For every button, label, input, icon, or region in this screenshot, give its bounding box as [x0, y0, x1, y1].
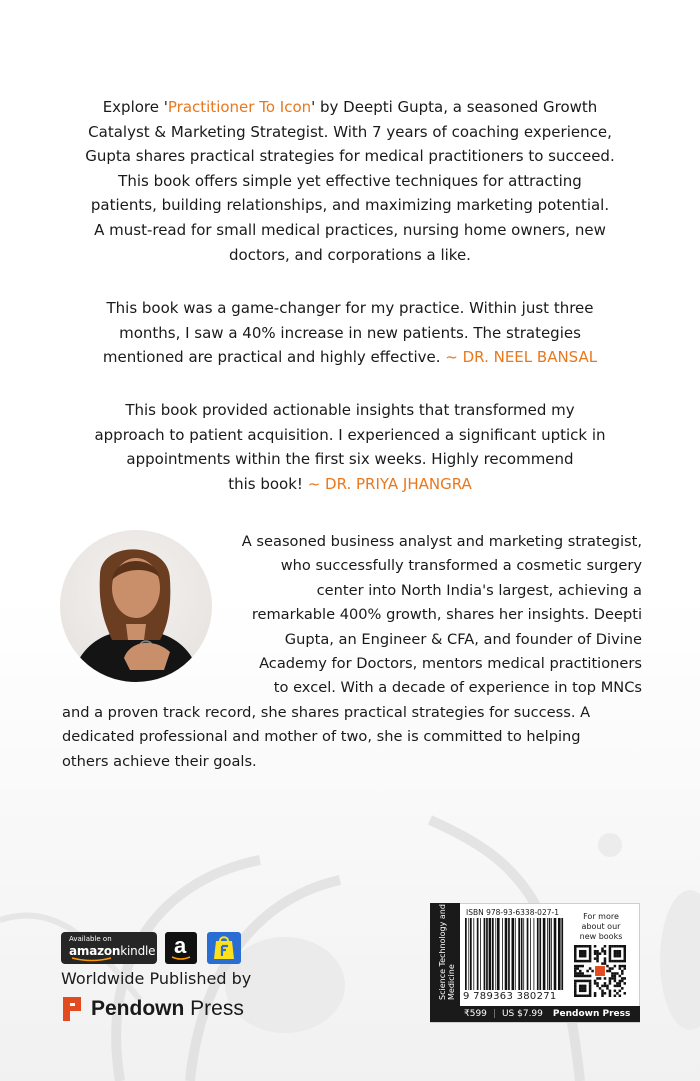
- qr-module: [594, 980, 597, 983]
- bio-line: dedicated professional and mother of two, she is committed to helping: [62, 728, 581, 746]
- qr-module: [606, 985, 609, 988]
- review-line: this book!: [228, 474, 303, 493]
- qr-module: [579, 950, 582, 953]
- qr-module: [604, 960, 607, 963]
- qr-module: [596, 982, 599, 985]
- qr-module: [589, 990, 592, 993]
- qr-module: [599, 952, 602, 955]
- qr-module: [586, 970, 589, 973]
- qr-module: [624, 945, 626, 948]
- isbn-barcode: [465, 918, 565, 990]
- qr-module: [576, 975, 579, 978]
- qr-module: [589, 995, 592, 997]
- qr-module: [581, 965, 584, 968]
- qr-module: [596, 960, 599, 963]
- qr-module: [609, 957, 612, 960]
- barcode-bar: [558, 918, 561, 990]
- qr-module: [579, 960, 582, 963]
- qr-module: [581, 955, 584, 958]
- qr-module: [581, 960, 584, 963]
- qr-module: [614, 985, 617, 988]
- review-line: appointments within the first six weeks. Highly recommend: [126, 450, 574, 469]
- qr-module: [594, 992, 597, 995]
- imprint-name: Pendown Press: [552, 1009, 631, 1019]
- review-line: This book was a game-changer for my practice. Within just three: [106, 299, 594, 317]
- qr-module: [579, 995, 582, 997]
- qr-module: [574, 952, 577, 955]
- qr-module: [584, 950, 587, 953]
- qr-module: [579, 955, 582, 958]
- qr-module: [619, 945, 622, 948]
- barcode-bar: [515, 918, 516, 990]
- description-line: This book offers simple yet effective techniques for attracting: [118, 171, 582, 190]
- qr-module: [616, 952, 619, 955]
- qr-module: [594, 945, 597, 948]
- qr-module: [611, 972, 614, 975]
- badge-brand: amazonkindle: [69, 944, 156, 958]
- qr-module: [589, 952, 592, 955]
- qr-module: [609, 980, 612, 983]
- bio-line: Gupta, an Engineer & CFA, and founder of Divine: [284, 630, 642, 648]
- barcode-bar: [473, 918, 474, 990]
- qr-module: [574, 987, 577, 990]
- barcode-bar: [470, 918, 472, 990]
- qr-module: [581, 952, 584, 955]
- qr-module: [574, 995, 577, 997]
- qr-module: [621, 987, 624, 990]
- qr-module: [619, 980, 622, 983]
- qr-module: [616, 992, 619, 995]
- barcode-bar: [502, 918, 503, 990]
- qr-module: [581, 980, 584, 983]
- qr-module: [614, 975, 617, 978]
- qr-module: [581, 987, 584, 990]
- barcode-bar: [477, 918, 479, 990]
- qr-module: [601, 950, 604, 953]
- description-line: Gupta shares practical strategies for medical practitioners to succeed.: [85, 147, 615, 166]
- bio-line: to excel. With a decade of experience in top MNCs: [273, 679, 642, 697]
- qr-module: [584, 990, 587, 993]
- qr-code[interactable]: [574, 945, 626, 997]
- qr-module: [574, 970, 577, 973]
- bio-line: center into North India's largest, achieving a: [316, 581, 642, 599]
- qr-module: [574, 967, 577, 970]
- qr-module: [581, 985, 584, 988]
- qr-module: [574, 992, 577, 995]
- qr-module: [589, 950, 592, 953]
- qr-module: [579, 952, 582, 955]
- qr-module: [574, 960, 577, 963]
- bio-line: Academy for Doctors, mentors medical practitioners: [259, 655, 642, 673]
- qr-module: [624, 957, 626, 960]
- qr-module: [604, 982, 607, 985]
- qr-module: [589, 947, 592, 950]
- qr-module: [594, 957, 597, 960]
- qr-module: [614, 955, 617, 958]
- qr-module: [579, 970, 582, 973]
- qr-module: [624, 960, 626, 963]
- qr-module: [619, 952, 622, 955]
- qr-module: [621, 945, 624, 948]
- barcode-bar: [554, 918, 557, 990]
- qr-module: [609, 992, 612, 995]
- description-line: doctors, and corporations a like.: [229, 245, 471, 264]
- qr-module: [581, 945, 584, 948]
- review-line: This book provided actionable insights that transformed my: [125, 401, 575, 419]
- qr-module: [609, 982, 612, 985]
- bio-line: A seasoned business analyst and marketing strategist,: [241, 533, 642, 550]
- qr-module: [616, 950, 619, 953]
- description-line: Catalyst & Marketing Strategist. With 7 years of coaching experience,: [88, 122, 612, 141]
- qr-module: [619, 950, 622, 953]
- author-photo: [60, 530, 212, 682]
- badge-caption: Available on: [69, 935, 112, 943]
- qr-module: [614, 965, 617, 968]
- qr-module: [594, 950, 597, 953]
- qr-module: [591, 970, 594, 973]
- description-line: A must-read for small medical practices, nursing home owners, new: [94, 220, 606, 239]
- qr-module: [589, 987, 592, 990]
- qr-module: [604, 950, 607, 953]
- qr-module: [614, 977, 617, 980]
- qr-module: [576, 995, 579, 997]
- qr-module: [604, 945, 607, 948]
- qr-module: [624, 952, 626, 955]
- qr-module: [586, 980, 589, 983]
- qr-module: [574, 990, 577, 993]
- qr-module: [624, 965, 626, 968]
- qr-module: [609, 950, 612, 953]
- qr-module: [621, 960, 624, 963]
- review-attribution: ~ DR. NEEL BANSAL: [445, 348, 598, 367]
- qr-module: [619, 985, 622, 988]
- qr-module: [601, 995, 604, 997]
- price-divider: |: [492, 1009, 496, 1019]
- qr-module: [579, 975, 582, 978]
- bio-line: remarkable 400% growth, shares her insights. Deepti: [251, 606, 642, 624]
- qr-module: [611, 945, 614, 948]
- qr-module: [616, 982, 619, 985]
- amazon-kindle-badge[interactable]: [61, 932, 157, 964]
- qr-module: [586, 960, 589, 963]
- barcode-bar: [534, 918, 535, 990]
- qr-module: [601, 992, 604, 995]
- price-strip: [430, 1006, 640, 1022]
- qr-module: [579, 972, 582, 975]
- barcode-digits: 9 789363 380271: [463, 991, 557, 1002]
- qr-module: [619, 960, 622, 963]
- qr-module: [614, 952, 617, 955]
- qr-module: [574, 947, 577, 950]
- bio-line: and a proven track record, she shares practical strategies for success. A: [62, 704, 591, 721]
- qr-module: [604, 952, 607, 955]
- barcode-bar: [465, 918, 467, 990]
- qr-module: [596, 977, 599, 980]
- barcode-bar: [527, 918, 529, 990]
- qr-module: [596, 957, 599, 960]
- flipkart-icon[interactable]: [207, 932, 241, 964]
- barcode-bar: [518, 918, 520, 990]
- qr-module: [584, 960, 587, 963]
- barcode-bar: [537, 918, 539, 990]
- qr-module: [584, 952, 587, 955]
- qr-module: [609, 970, 612, 973]
- qr-module: [609, 947, 612, 950]
- barcode-bar: [505, 918, 508, 990]
- review-attribution: ~ DR. PRIYA JHANGRA: [307, 474, 472, 493]
- qr-module: [584, 985, 587, 988]
- qr-module: [584, 975, 587, 978]
- qr-module: [616, 985, 619, 988]
- qr-module: [609, 955, 612, 958]
- qr-module: [619, 955, 622, 958]
- barcode-bar: [547, 918, 548, 990]
- qr-module: [624, 992, 626, 995]
- qr-module: [604, 977, 607, 980]
- review-line: approach to patient acquisition. I experienced a significant uptick in: [94, 425, 606, 444]
- qr-module: [576, 960, 579, 963]
- qr-module: [611, 975, 614, 978]
- worldwide-published-by: Worldwide Published by: [61, 969, 252, 988]
- qr-module: [606, 970, 609, 973]
- qr-module: [584, 955, 587, 958]
- description-line-1: Explore 'Practitioner To Icon' by Deepti Gupta, a seasoned Growth: [102, 98, 598, 116]
- genre-label: Science Technology and Medicine: [438, 904, 456, 1000]
- barcode-bar: [480, 918, 481, 990]
- qr-module: [581, 995, 584, 997]
- qr-module: [579, 985, 582, 988]
- flipkart-bag-icon: [207, 932, 241, 964]
- qr-module: [596, 952, 599, 955]
- review-priya-jhangra: [40, 398, 660, 496]
- qr-module: [594, 982, 597, 985]
- barcode-bar: [539, 918, 541, 990]
- qr-module: [601, 990, 604, 993]
- qr-module: [609, 977, 612, 980]
- qr-module: [589, 975, 592, 978]
- qr-module: [614, 972, 617, 975]
- barcode-bar: [492, 918, 494, 990]
- qr-module: [574, 945, 577, 948]
- qr-module: [611, 960, 614, 963]
- barcode-bar: [468, 918, 469, 990]
- qr-module: [614, 960, 617, 963]
- qr-module: [589, 957, 592, 960]
- qr-module: [574, 972, 577, 975]
- barcode-bar: [523, 918, 524, 990]
- qr-module: [589, 960, 592, 963]
- qr-module: [574, 975, 577, 978]
- qr-module: [574, 965, 577, 968]
- isbn-text: ISBN 978-93-6338-027-1: [466, 908, 559, 917]
- qr-module: [579, 987, 582, 990]
- qr-module: [576, 972, 579, 975]
- barcode-bar: [484, 918, 486, 990]
- qr-module: [609, 995, 612, 997]
- qr-module: [594, 952, 597, 955]
- qr-module: [619, 965, 622, 968]
- qr-module: [596, 955, 599, 958]
- amazon-smile-icon: [171, 956, 191, 961]
- qr-module: [614, 980, 617, 983]
- qr-module: [601, 985, 604, 988]
- author-portrait-illustration: [60, 530, 212, 682]
- qr-module: [611, 967, 614, 970]
- amazon-icon[interactable]: a: [165, 932, 197, 964]
- qr-module: [584, 945, 587, 948]
- qr-module: [614, 995, 617, 997]
- qr-module: [579, 990, 582, 993]
- qr-module: [619, 990, 622, 993]
- qr-module: [581, 972, 584, 975]
- qr-module: [619, 995, 622, 997]
- qr-module: [621, 972, 624, 975]
- qr-module: [581, 990, 584, 993]
- qr-module: [574, 982, 577, 985]
- barcode-bar: [508, 918, 510, 990]
- qr-module: [581, 950, 584, 953]
- qr-module: [584, 995, 587, 997]
- qr-module: [589, 980, 592, 983]
- qr-module: [589, 945, 592, 948]
- qr-module: [616, 955, 619, 958]
- barcode-bar: [543, 918, 546, 990]
- qr-module: [619, 967, 622, 970]
- qr-module: [586, 945, 589, 948]
- qr-module: [611, 977, 614, 980]
- qr-module: [606, 965, 609, 968]
- barcode-bar: [551, 918, 552, 990]
- qr-module: [579, 980, 582, 983]
- qr-module: [586, 995, 589, 997]
- barcode-bar: [495, 918, 496, 990]
- amazon-smile-icon: [71, 957, 113, 962]
- qr-module: [624, 947, 626, 950]
- for-more-text: For more about our new books: [579, 912, 623, 941]
- qr-module: [589, 985, 592, 988]
- review-neel-bansal: [40, 296, 660, 370]
- qr-module: [576, 980, 579, 983]
- qr-module: [604, 992, 607, 995]
- barcode-bar: [489, 918, 492, 990]
- qr-module: [589, 967, 592, 970]
- qr-module: [624, 955, 626, 958]
- qr-module: [601, 947, 604, 950]
- qr-module: [609, 967, 612, 970]
- qr-module: [599, 977, 602, 980]
- qr-module: [574, 985, 577, 988]
- qr-module: [614, 945, 617, 948]
- publisher-name: Pendown Press: [91, 997, 244, 1020]
- qr-module: [616, 960, 619, 963]
- barcode-bar: [549, 918, 551, 990]
- qr-module: [624, 982, 626, 985]
- qr-module: [579, 945, 582, 948]
- qr-module: [609, 952, 612, 955]
- qr-module: [574, 950, 577, 953]
- qr-module: [621, 980, 624, 983]
- qr-module: [604, 957, 607, 960]
- qr-module: [584, 980, 587, 983]
- qr-module: [596, 950, 599, 953]
- qr-module: [576, 965, 579, 968]
- qr-module: [601, 962, 604, 965]
- description-line: patients, building relationships, and maximizing marketing potential.: [90, 196, 610, 215]
- qr-module: [616, 972, 619, 975]
- qr-module: [616, 945, 619, 948]
- qr-module: [594, 995, 597, 997]
- qr-module: [619, 982, 622, 985]
- qr-center-logo: [595, 966, 605, 976]
- barcode-bar: [561, 918, 563, 990]
- qr-module: [589, 982, 592, 985]
- qr-module: [606, 987, 609, 990]
- qr-module: [604, 985, 607, 988]
- qr-module: [604, 962, 607, 965]
- qr-module: [619, 975, 622, 978]
- qr-module: [621, 970, 624, 973]
- qr-module: [609, 945, 612, 948]
- qr-module: [614, 990, 617, 993]
- barcode-bar: [521, 918, 523, 990]
- qr-module: [584, 987, 587, 990]
- qr-module: [614, 950, 617, 953]
- qr-module: [589, 955, 592, 958]
- qr-module: [576, 945, 579, 948]
- bio-line: who successfully transformed a cosmetic surgery: [280, 557, 642, 575]
- qr-module: [621, 977, 624, 980]
- qr-module: [624, 950, 626, 953]
- book-title-highlight: Practitioner To Icon: [167, 98, 312, 116]
- barcode-bar: [512, 918, 515, 990]
- qr-module: [576, 967, 579, 970]
- qr-module: [609, 960, 612, 963]
- pendown-logo-icon: [61, 995, 83, 1023]
- price-inr: ₹599: [464, 1009, 487, 1019]
- publisher-logo: [61, 994, 244, 1024]
- qr-module: [621, 965, 624, 968]
- qr-module: [574, 955, 577, 958]
- qr-module: [574, 957, 577, 960]
- qr-module: [579, 965, 582, 968]
- qr-module: [624, 967, 626, 970]
- book-description: [40, 95, 660, 267]
- qr-module: [589, 992, 592, 995]
- qr-module: [599, 987, 602, 990]
- price-usd: US $7.99: [501, 1009, 543, 1019]
- qr-module: [586, 975, 589, 978]
- bio-line: others achieve their goals.: [62, 752, 257, 770]
- qr-module: [574, 980, 577, 983]
- qr-module: [581, 975, 584, 978]
- qr-module: [596, 985, 599, 988]
- barcode-bar: [486, 918, 488, 990]
- review-line: months, I saw a 40% increase in new patients. The strategies: [119, 323, 581, 342]
- barcode-bar: [530, 918, 531, 990]
- barcode-bar: [497, 918, 500, 990]
- review-line: mentioned are practical and highly effective.: [102, 348, 441, 367]
- qr-module: [624, 977, 626, 980]
- qr-module: [609, 990, 612, 993]
